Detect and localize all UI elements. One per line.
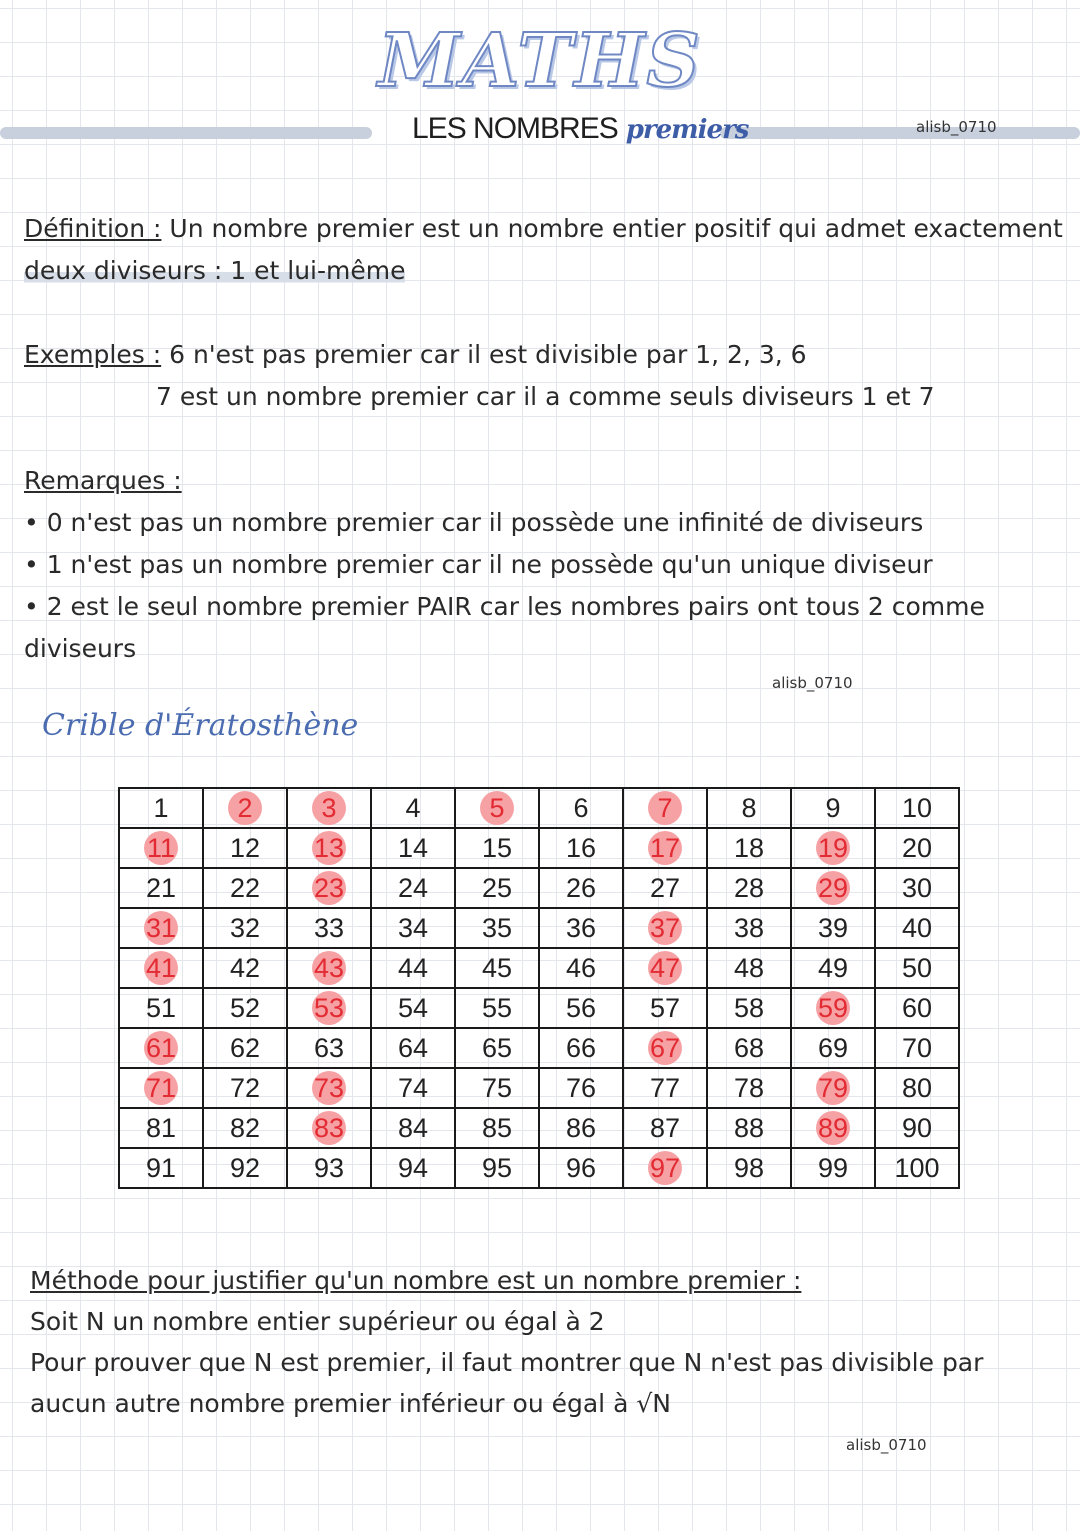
sieve-cell: 30 (875, 868, 959, 908)
subtitle-main: LES NOMBRES (412, 112, 618, 145)
sieve-cell: 14 (371, 828, 455, 868)
exemples-text-1: 6 n'est pas premier car il est divisible par 1, 2, 3, 6 (169, 340, 807, 369)
author-handle-top: alisb_0710 (916, 118, 997, 136)
sieve-cell: 77 (623, 1068, 707, 1108)
sieve-cell (623, 788, 707, 828)
sieve-cell: 48 (707, 948, 791, 988)
prime-number-circle: 23 (313, 873, 345, 903)
sieve-cell (455, 788, 539, 828)
prime-number-circle: 67 (649, 1033, 681, 1063)
sieve-cell: 46 (539, 948, 623, 988)
sieve-cell: 90 (875, 1108, 959, 1148)
sieve-cell (287, 1108, 371, 1148)
sieve-cell: 82 (203, 1108, 287, 1148)
prime-number-circle: 53 (313, 993, 345, 1023)
sieve-cell: 70 (875, 1028, 959, 1068)
prime-number-circle: 71 (145, 1073, 177, 1103)
sieve-cell: 38 (707, 908, 791, 948)
remarque-item-3-continuation: diviseurs (24, 634, 137, 663)
sieve-cell: 56 (539, 988, 623, 1028)
sieve-cell: 84 (371, 1108, 455, 1148)
sieve-cell (623, 1028, 707, 1068)
remarques-label: Remarques : (24, 466, 182, 495)
subtitle (412, 112, 748, 146)
sieve-cell (119, 1028, 203, 1068)
sieve-cell (203, 788, 287, 828)
sieve-cell: 55 (455, 988, 539, 1028)
sieve-cell: 62 (203, 1028, 287, 1068)
sieve-cell: 34 (371, 908, 455, 948)
sieve-cell: 100 (875, 1148, 959, 1188)
sieve-cell: 65 (455, 1028, 539, 1068)
sieve-row (119, 868, 959, 908)
sieve-cell (791, 988, 875, 1028)
title-band-left (0, 127, 372, 139)
sieve-cell: 66 (539, 1028, 623, 1068)
sieve-cell: 6 (539, 788, 623, 828)
sieve-row (119, 788, 959, 828)
sieve-row (119, 1068, 959, 1108)
sieve-cell: 96 (539, 1148, 623, 1188)
prime-number-circle: 5 (480, 791, 514, 825)
definition-line-1 (24, 208, 1063, 250)
prime-number-circle: 97 (649, 1153, 681, 1183)
methode-line-1: Soit N un nombre entier supérieur ou égal à 2 (30, 1307, 605, 1336)
sieve-cell: 45 (455, 948, 539, 988)
sieve-cell: 33 (287, 908, 371, 948)
prime-number-circle: 7 (648, 791, 682, 825)
sieve-row (119, 948, 959, 988)
sieve-cell: 75 (455, 1068, 539, 1108)
sieve-cell: 76 (539, 1068, 623, 1108)
sieve-cell (287, 988, 371, 1028)
prime-number-circle: 73 (313, 1073, 345, 1103)
sieve-cell: 39 (791, 908, 875, 948)
remarque-item-1: • 0 n'est pas un nombre premier car il possède une infinité de diviseurs (24, 508, 924, 537)
sieve-cell: 32 (203, 908, 287, 948)
sieve-cell (623, 948, 707, 988)
sieve-cell: 22 (203, 868, 287, 908)
sieve-cell: 42 (203, 948, 287, 988)
sieve-cell: 36 (539, 908, 623, 948)
sieve-cell (119, 828, 203, 868)
sieve-cell: 27 (623, 868, 707, 908)
definition-text-2: deux diviseurs : 1 et lui-même (24, 256, 406, 285)
sieve-cell (287, 1068, 371, 1108)
sieve-cell: 58 (707, 988, 791, 1028)
exemples-text-2: 7 est un nombre premier car il a comme seuls diviseurs 1 et 7 (156, 382, 935, 411)
prime-number-circle: 59 (817, 993, 849, 1023)
prime-number-circle: 43 (313, 953, 345, 983)
sieve-cell (623, 1148, 707, 1188)
methode-line-3: aucun autre nombre premier inférieur ou égal à √N (30, 1389, 671, 1418)
subtitle-accent: premiers (625, 115, 749, 145)
sieve-cell: 72 (203, 1068, 287, 1108)
prime-number-circle: 61 (145, 1033, 177, 1063)
sieve-cell: 92 (203, 1148, 287, 1188)
prime-number-circle: 19 (817, 833, 849, 863)
prime-number-circle: 41 (145, 953, 177, 983)
sieve-cell: 60 (875, 988, 959, 1028)
sieve-cell (791, 1108, 875, 1148)
sieve-cell: 74 (371, 1068, 455, 1108)
sieve-cell: 63 (287, 1028, 371, 1068)
sieve-cell (287, 788, 371, 828)
prime-number-circle: 11 (144, 831, 178, 865)
sieve-cell: 15 (455, 828, 539, 868)
sieve-cell: 40 (875, 908, 959, 948)
remarque-item-2: • 1 n'est pas un nombre premier car il ne possède qu'un unique diviseur (24, 550, 933, 579)
title-band-right (720, 127, 1080, 139)
sieve-row (119, 1028, 959, 1068)
sieve-cell: 99 (791, 1148, 875, 1188)
definition-line-2 (24, 250, 405, 292)
sieve-cell: 86 (539, 1108, 623, 1148)
sieve-cell (791, 1068, 875, 1108)
sieve-row (119, 1108, 959, 1148)
definition-label: Définition : (24, 214, 162, 243)
sieve-cell: 93 (287, 1148, 371, 1188)
sieve-cell: 25 (455, 868, 539, 908)
sieve-cell (791, 828, 875, 868)
sieve-cell (287, 948, 371, 988)
prime-number-circle: 79 (817, 1073, 849, 1103)
sieve-cell: 87 (623, 1108, 707, 1148)
sieve-cell: 78 (707, 1068, 791, 1108)
sieve-cell: 1 (119, 788, 203, 828)
sieve-cell: 98 (707, 1148, 791, 1188)
prime-number-circle: 13 (313, 833, 345, 863)
methode-line-2: Pour prouver que N est premier, il faut montrer que N n'est pas divisible par (30, 1348, 984, 1377)
exemples-label: Exemples : (24, 340, 162, 369)
prime-number-circle: 3 (312, 791, 346, 825)
methode-label: Méthode pour justifier qu'un nombre est un nombre premier : (30, 1266, 802, 1295)
sieve-row (119, 988, 959, 1028)
page-title: MATHS (378, 18, 702, 104)
prime-number-circle: 47 (649, 953, 681, 983)
sieve-cell: 88 (707, 1108, 791, 1148)
sieve-cell: 26 (539, 868, 623, 908)
sieve-cell: 28 (707, 868, 791, 908)
sieve-cell: 57 (623, 988, 707, 1028)
prime-number-circle: 89 (817, 1113, 849, 1143)
sieve-cell: 68 (707, 1028, 791, 1068)
sieve-cell: 9 (791, 788, 875, 828)
sieve-cell: 51 (119, 988, 203, 1028)
crible-title: Crible d'Ératosthène (42, 708, 359, 743)
sieve-cell: 80 (875, 1068, 959, 1108)
sieve-cell: 54 (371, 988, 455, 1028)
sieve-cell: 49 (791, 948, 875, 988)
sieve-cell (287, 828, 371, 868)
prime-number-circle: 83 (313, 1113, 345, 1143)
sieve-cell: 8 (707, 788, 791, 828)
sieve-cell (119, 1068, 203, 1108)
sieve-cell: 95 (455, 1148, 539, 1188)
sieve-cell: 94 (371, 1148, 455, 1188)
sieve-cell: 91 (119, 1148, 203, 1188)
sieve-cell (287, 868, 371, 908)
sieve-cell: 21 (119, 868, 203, 908)
prime-number-circle: 2 (228, 791, 262, 825)
sieve-cell: 44 (371, 948, 455, 988)
sieve-cell (791, 868, 875, 908)
sieve-cell: 81 (119, 1108, 203, 1148)
sieve-cell: 16 (539, 828, 623, 868)
sieve-cell (623, 828, 707, 868)
sieve-cell (623, 908, 707, 948)
definition-text-1: Un nombre premier est un nombre entier positif qui admet exactement (169, 214, 1063, 243)
remarque-item-3: • 2 est le seul nombre premier PAIR car les nombres pairs ont tous 2 comme (24, 592, 985, 621)
sieve-cell (119, 948, 203, 988)
sieve-cell: 12 (203, 828, 287, 868)
sieve-cell: 64 (371, 1028, 455, 1068)
exemples-line-1 (24, 334, 807, 376)
prime-number-circle: 29 (817, 873, 849, 903)
sieve-cell: 10 (875, 788, 959, 828)
sieve-cell: 85 (455, 1108, 539, 1148)
sieve-cell (119, 908, 203, 948)
prime-number-circle: 17 (649, 833, 681, 863)
sieve-row (119, 1148, 959, 1188)
sieve-cell: 52 (203, 988, 287, 1028)
sieve-cell: 24 (371, 868, 455, 908)
sieve-row (119, 828, 959, 868)
sieve-cell: 50 (875, 948, 959, 988)
sieve-cell: 4 (371, 788, 455, 828)
author-handle-bottom: alisb_0710 (846, 1436, 927, 1454)
sieve-cell: 18 (707, 828, 791, 868)
sieve-cell: 69 (791, 1028, 875, 1068)
sieve-table (118, 787, 960, 1189)
author-handle-middle: alisb_0710 (772, 674, 853, 692)
prime-number-circle: 37 (649, 913, 681, 943)
prime-number-circle: 31 (145, 913, 177, 943)
sieve-cell: 35 (455, 908, 539, 948)
sieve-cell: 20 (875, 828, 959, 868)
sieve-row (119, 908, 959, 948)
